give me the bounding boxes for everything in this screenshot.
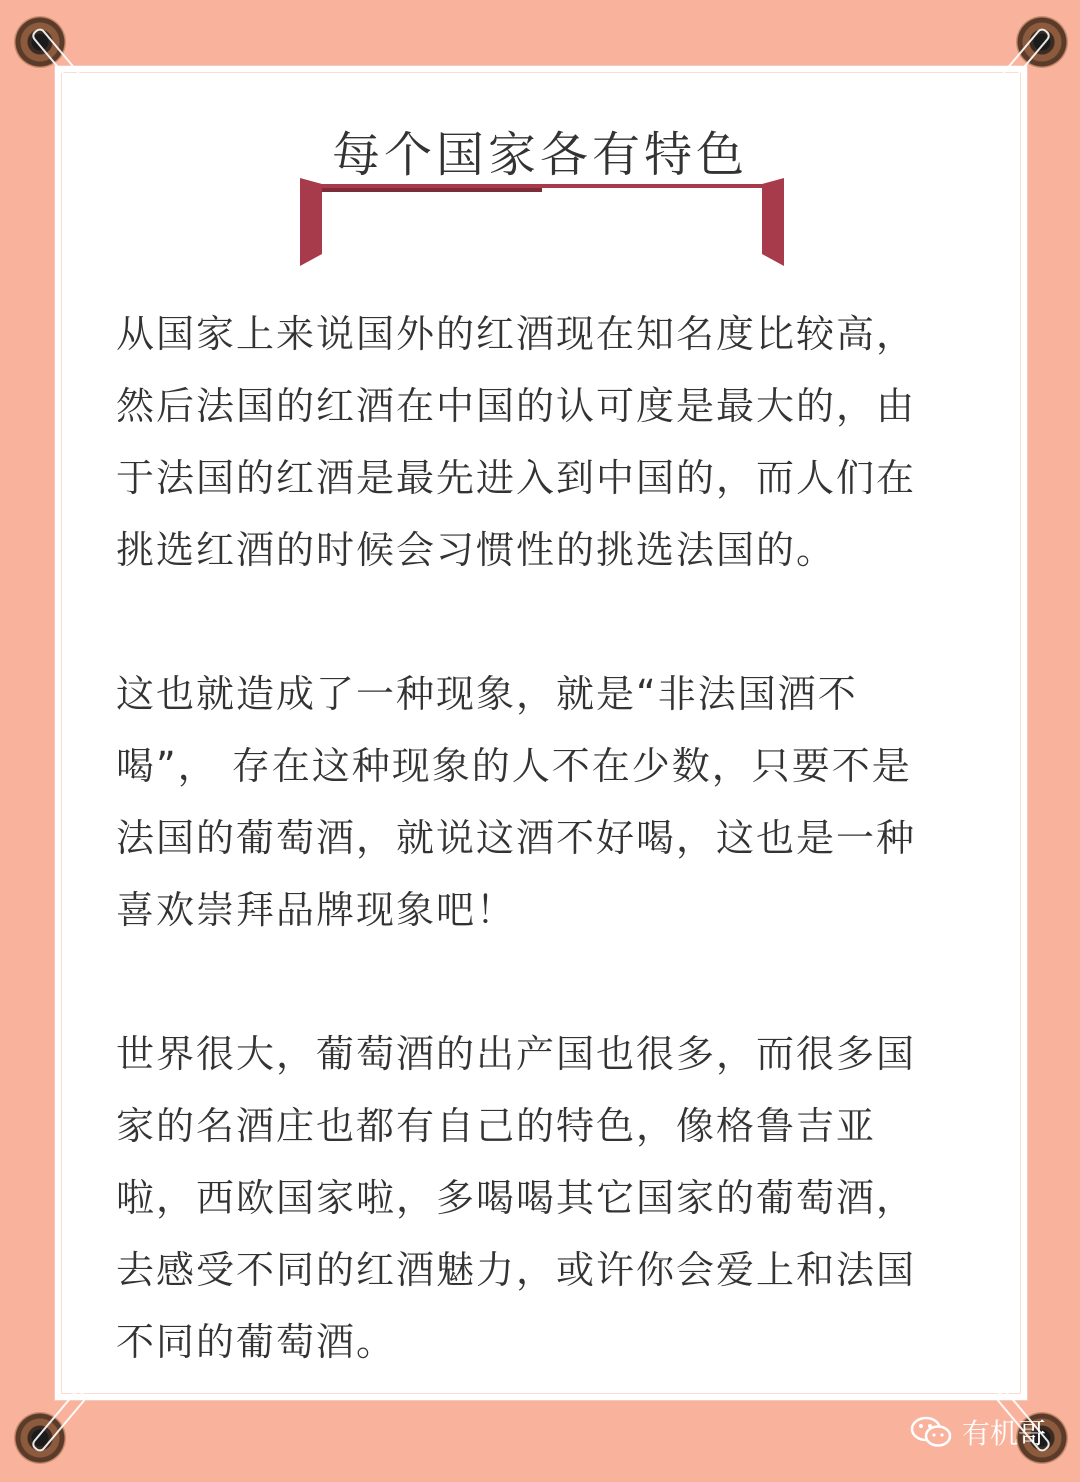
title-ribbon bbox=[300, 178, 784, 268]
paragraph-line: 从国家上来说国外的红酒现在知名度比较高， bbox=[116, 312, 917, 356]
watermark-label: 有机哥 bbox=[961, 1417, 1046, 1450]
ribbon-left bbox=[300, 178, 542, 266]
paragraph-line: 然后法国的红酒在中国的认可度是最大的，由 bbox=[116, 384, 917, 428]
paragraph-2 bbox=[116, 658, 972, 946]
watermark bbox=[910, 1412, 1046, 1452]
paragraph-line: 啦，西欧国家啦，多喝喝其它国家的葡萄酒， bbox=[116, 1176, 917, 1220]
paragraph-line: 喝”， 存在这种现象的人不在少数，只要不是 bbox=[116, 744, 912, 788]
paragraph-3 bbox=[116, 1018, 972, 1378]
page-title: 每个国家各有特色 bbox=[331, 127, 748, 183]
paragraph-line: 喜欢崇拜品牌现象吧！ bbox=[116, 888, 517, 932]
paragraph-line: 去感受不同的红酒魅力，或许你会爱上和法国 bbox=[116, 1248, 917, 1292]
paragraph-line: 家的名酒庄也都有自己的特色，像格鲁吉亚 bbox=[116, 1104, 877, 1148]
paragraph-line: 世界很大，葡萄酒的出产国也很多，而很多国 bbox=[116, 1032, 917, 1076]
paragraph-line: 不同的葡萄酒。 bbox=[116, 1320, 397, 1364]
paragraph-line: 于法国的红酒是最先进入到中国的，而人们在 bbox=[116, 456, 917, 500]
ribbon-right bbox=[542, 178, 784, 266]
paragraph-1 bbox=[116, 298, 972, 586]
paragraph-line: 挑选红酒的时候会习惯性的挑选法国的。 bbox=[116, 528, 837, 572]
paragraph-line: 这也就造成了一种现象，就是“非法国酒不 bbox=[116, 672, 858, 716]
paragraph-line: 法国的葡萄酒，就说这酒不好喝，这也是一种 bbox=[116, 816, 917, 860]
wechat-icon bbox=[910, 1415, 952, 1449]
